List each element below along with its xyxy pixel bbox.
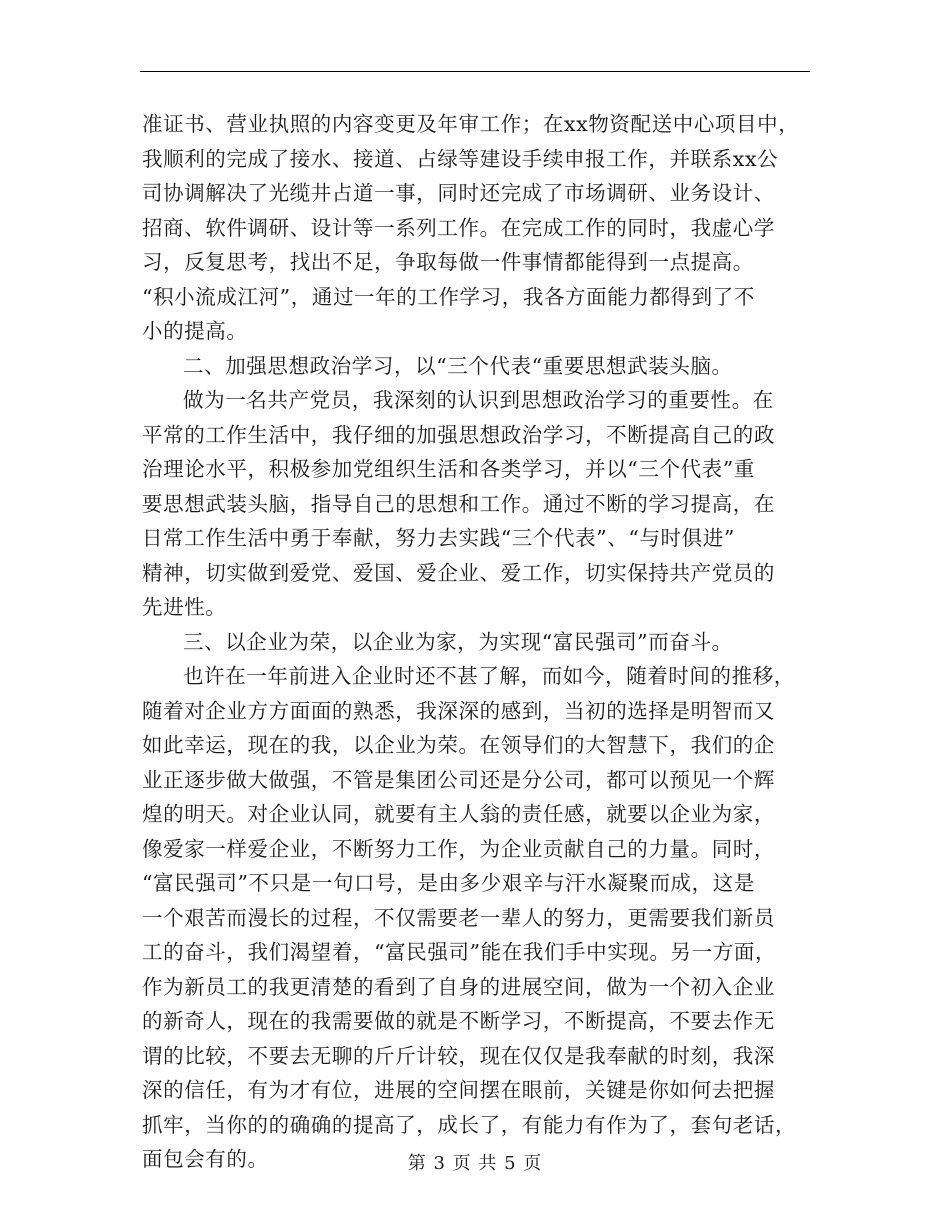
- document-body: [142, 107, 810, 1177]
- body-line: 一个艰苦而漫长的过程，不仅需要老一辈人的努力，更需要我们新员: [142, 905, 775, 930]
- body-line: 抓牢，当你的的确确的提高了，成长了，有能力有作为了，套句老话，: [142, 1112, 797, 1137]
- body-line: 招商、软件调研、设计等一系列工作。在完成工作的同时，我虚心学: [142, 215, 775, 240]
- body-line: 作为新员工的我更清楚的看到了自身的进展空间，做为一个初入企业: [142, 974, 775, 999]
- body-line: “积小流成江河”，通过一年的工作学习，我各方面能力都得到了不: [142, 284, 755, 309]
- body-line: 煌的明天。对企业认同，就要有主人翁的责任感，就要以企业为家，: [142, 802, 775, 826]
- section-heading: 二、加强思想政治学习，以“三个代表“重要思想武装头脑。: [183, 353, 733, 378]
- page-footer: 第 3 页 共 5 页: [407, 1153, 543, 1174]
- body-line: 工的奋斗，我们渴望着，“富民强司”能在我们手中实现。另一方面，: [142, 940, 777, 964]
- body-line: 先进性。: [142, 595, 227, 619]
- body-line: 要思想武装头脑，指导自己的思想和工作。通过不断的学习提高，在: [142, 491, 775, 516]
- body-line: 面包会有的。: [142, 1147, 269, 1171]
- body-line: 业正逐步做大做强，不管是集团公司还是分公司，都可以预见一个辉: [142, 767, 775, 792]
- body-line: 像爱家一样爱企业，不断努力工作，为企业贡献自己的力量。同时，: [142, 836, 775, 861]
- body-line: 日常工作生活中勇于奉献，努力去实践“三个代表”、“与时俱进”: [142, 526, 735, 550]
- body-line: 谓的比较，不要去无聊的斤斤计较，现在仅仅是我奉献的时刻，我深: [142, 1043, 775, 1068]
- body-line: 小的提高。: [142, 319, 248, 343]
- header-rule: [140, 71, 810, 72]
- body-line: 随着对企业方方面面的熟悉，我深深的感到，当初的选择是明智而又: [142, 698, 775, 723]
- body-line: 如此幸运，现在的我，以企业为荣。在领导们的大智慧下，我们的企: [142, 733, 775, 757]
- body-line: 准证书、营业执照的内容变更及年审工作；在xx物资配送中心项目中，: [142, 112, 800, 136]
- body-line: 司协调解决了光缆井占道一事，同时还完成了市场调研、业务设计、: [142, 181, 775, 205]
- section-heading: 三、以企业为荣，以企业为家，为实现“富民强司”而奋斗。: [183, 629, 733, 654]
- body-line: 深的信任，有为才有位，进展的空间摆在眼前，关键是你如何去把握: [142, 1078, 775, 1102]
- body-line: 治理论水平，积极参加党组织生活和各类学习，并以“三个代表”重: [142, 457, 755, 481]
- body-line: 做为一名共产党员，我深刻的认识到思想政治学习的重要性。在: [183, 388, 774, 412]
- body-line: 习，反复思考，找出不足，争取每做一件事情都能得到一点提高。: [142, 250, 754, 274]
- body-line: 平常的工作生活中，我仔细的加强思想政治学习，不断提高自己的政: [142, 422, 775, 447]
- body-line: “富民强司”不只是一句口号，是由多少艰辛与汗水凝聚而成，这是: [142, 871, 755, 895]
- body-line: 我顺利的完成了接水、接道、占绿等建设手续申报工作，并联系xx公: [142, 146, 779, 171]
- body-line: 精神，切实做到爱党、爱国、爱企业、爱工作，切实保持共产党员的: [142, 560, 775, 585]
- body-line: 的新奇人，现在的我需要做的就是不断学习，不断提高，不要去作无: [142, 1009, 775, 1033]
- body-line: 也许在一年前进入企业时还不甚了解，而如今，随着时间的推移，: [183, 664, 795, 688]
